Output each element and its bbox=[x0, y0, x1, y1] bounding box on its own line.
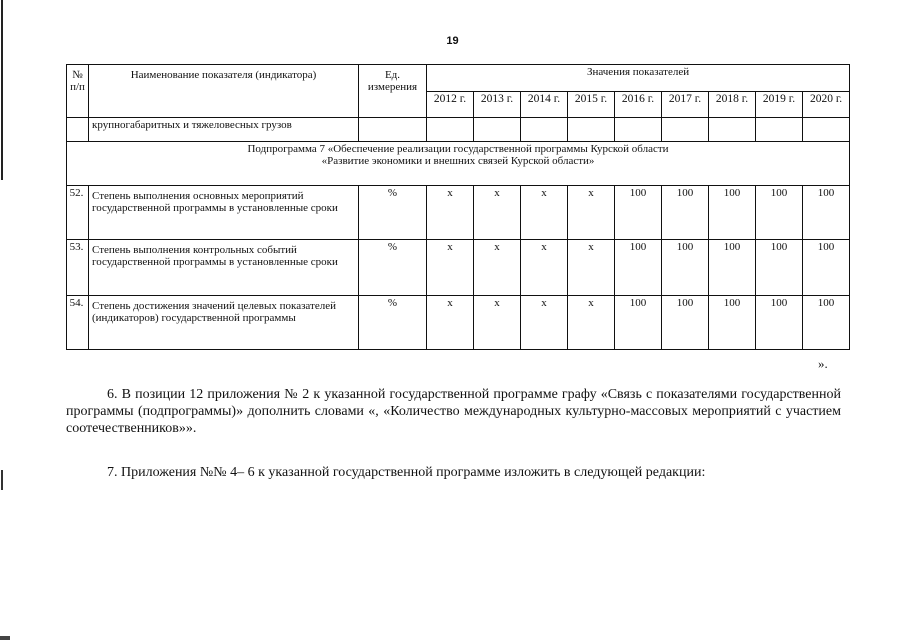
row-num: 52. bbox=[67, 186, 89, 240]
header-unit: Ед. измерения bbox=[359, 65, 427, 118]
row-value: 100 bbox=[803, 296, 850, 350]
row-num: 54. bbox=[67, 296, 89, 350]
table-row bbox=[67, 186, 850, 240]
header-year: 2012 г. bbox=[427, 92, 474, 118]
row-value: х bbox=[427, 186, 474, 240]
row-value: х bbox=[427, 240, 474, 296]
table-header-row bbox=[67, 65, 850, 92]
row-value: 100 bbox=[615, 186, 662, 240]
table-row bbox=[67, 118, 850, 142]
header-year: 2016 г. bbox=[615, 92, 662, 118]
row-name: Степень выполнения основных мероприятий государственной программы в установленные сроки bbox=[89, 186, 359, 240]
header-year: 2017 г. bbox=[662, 92, 709, 118]
row-value: 100 bbox=[756, 296, 803, 350]
scan-edge-artifact bbox=[1, 0, 3, 180]
header-num: № п/п bbox=[67, 65, 89, 118]
row-value: 100 bbox=[756, 186, 803, 240]
row-unit: % bbox=[359, 186, 427, 240]
paragraph-6: 6. В позиции 12 приложения № 2 к указанной государственной программе графу «Связь с показателями государственной программы (подпрограммы)» дополнить словами «, «Количество международных культурно-массовых мероприятий с участием соотечественников»». bbox=[66, 387, 841, 436]
header-year: 2019 г. bbox=[756, 92, 803, 118]
row-value: х bbox=[521, 186, 568, 240]
subprogram-line: «Развитие экономики и внешних связей Курской области» bbox=[321, 155, 595, 167]
row-value: х bbox=[474, 296, 521, 350]
row-value: 100 bbox=[803, 240, 850, 296]
row-name: крупногабаритных и тяжеловесных грузов bbox=[89, 118, 359, 142]
header-year: 2020 г. bbox=[803, 92, 850, 118]
header-year: 2013 г. bbox=[474, 92, 521, 118]
row-value: 100 bbox=[803, 186, 850, 240]
table-row bbox=[67, 240, 850, 296]
row-value: 100 bbox=[709, 186, 756, 240]
header-year: 2018 г. bbox=[709, 92, 756, 118]
row-value: 100 bbox=[662, 296, 709, 350]
row-unit: % bbox=[359, 296, 427, 350]
row-value: 100 bbox=[709, 296, 756, 350]
row-value: х bbox=[474, 186, 521, 240]
row-value: х bbox=[521, 296, 568, 350]
closing-quote: ». bbox=[818, 356, 828, 371]
row-value: 100 bbox=[662, 240, 709, 296]
row-value: х bbox=[474, 240, 521, 296]
header-year: 2015 г. bbox=[568, 92, 615, 118]
row-value: х bbox=[568, 296, 615, 350]
header-year: 2014 г. bbox=[521, 92, 568, 118]
subprogram-line: Подпрограмма 7 «Обеспечение реализации государственной программы Курской области bbox=[247, 143, 669, 155]
row-value: 100 bbox=[615, 296, 662, 350]
subprogram-row bbox=[67, 142, 850, 186]
paragraph-7: 7. Приложения №№ 4– 6 к указанной государственной программе изложить в следующей редакции: bbox=[107, 465, 706, 480]
row-name: Степень выполнения контрольных событий государственной программы в установленные сроки bbox=[89, 240, 359, 296]
row-num: 53. bbox=[67, 240, 89, 296]
row-unit: % bbox=[359, 240, 427, 296]
header-name: Наименование показателя (индикатора) bbox=[89, 65, 359, 118]
row-value: х bbox=[568, 186, 615, 240]
row-value: х bbox=[568, 240, 615, 296]
row-value: х bbox=[521, 240, 568, 296]
row-value: 100 bbox=[709, 240, 756, 296]
header-values: Значения показателей bbox=[427, 65, 850, 92]
table-row bbox=[67, 296, 850, 350]
subprogram-title bbox=[67, 142, 850, 186]
row-name: Степень достижения значений целевых показателей (индикаторов) государственной программы bbox=[89, 296, 359, 350]
row-value: 100 bbox=[615, 240, 662, 296]
indicators-table bbox=[66, 64, 850, 350]
scan-edge-artifact bbox=[1, 470, 3, 490]
page-number: 19 bbox=[446, 35, 459, 47]
row-value: х bbox=[427, 296, 474, 350]
row-value: 100 bbox=[662, 186, 709, 240]
row-value: 100 bbox=[756, 240, 803, 296]
scan-corner-artifact bbox=[0, 636, 10, 640]
